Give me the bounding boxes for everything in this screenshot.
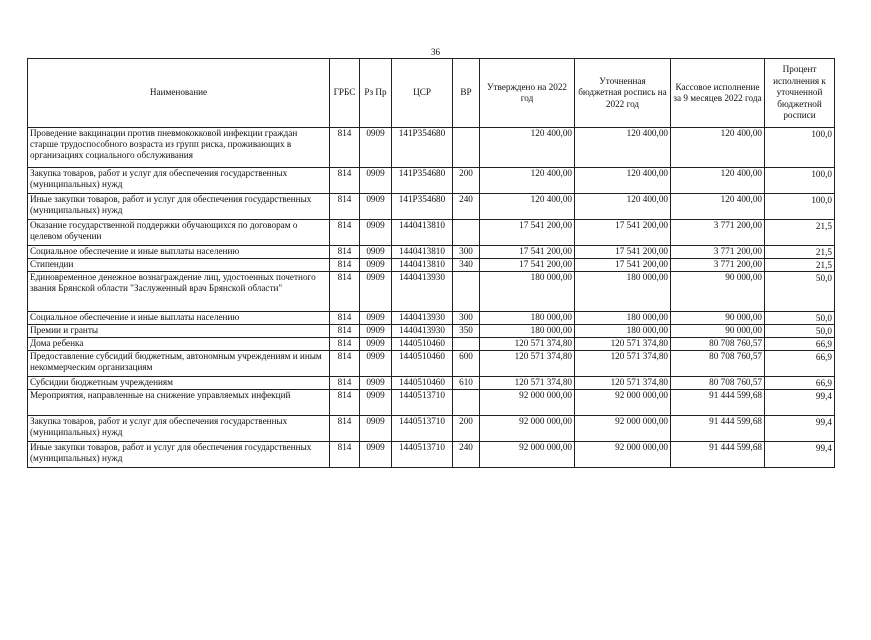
- cell-vr: 240: [453, 442, 480, 468]
- cell-approved: 120 400,00: [480, 168, 575, 194]
- cell-vr: 350: [453, 325, 480, 338]
- cell-vr: [453, 220, 480, 246]
- cell-percent: 99,4: [765, 442, 835, 468]
- cell-approved: 180 000,00: [480, 272, 575, 312]
- cell-approved: 120 571 374,80: [480, 377, 575, 390]
- header-vr: ВР: [453, 59, 480, 128]
- cell-rzpr: 0909: [360, 377, 392, 390]
- cell-name: Единовременное денежное вознаграждение лиц, удостоенных почетного звания Брянской области "Заслуженный врач Брянской области": [28, 272, 330, 312]
- cell-grbs: 814: [330, 325, 360, 338]
- cell-rzpr: 0909: [360, 338, 392, 351]
- cell-cash: 120 400,00: [671, 128, 765, 168]
- cell-csr: 1440413930: [392, 325, 453, 338]
- cell-rzpr: 0909: [360, 416, 392, 442]
- cell-grbs: 814: [330, 259, 360, 272]
- cell-cash: 80 708 760,57: [671, 377, 765, 390]
- cell-rzpr: 0909: [360, 128, 392, 168]
- cell-name: Оказание государственной поддержки обучающихся по договорам о целевом обучении: [28, 220, 330, 246]
- cell-name: Стипендии: [28, 259, 330, 272]
- cell-refined: 120 571 374,80: [575, 351, 671, 377]
- cell-csr: 1440413810: [392, 220, 453, 246]
- cell-percent: 50,0: [765, 325, 835, 338]
- table-row: [28, 194, 835, 220]
- cell-csr: 1440510460: [392, 351, 453, 377]
- table-body: [28, 128, 835, 468]
- cell-rzpr: 0909: [360, 442, 392, 468]
- cell-refined: 180 000,00: [575, 272, 671, 312]
- table-row: [28, 259, 835, 272]
- cell-refined: 17 541 200,00: [575, 220, 671, 246]
- cell-percent: 99,4: [765, 390, 835, 416]
- header-cash: Кассовое исполнение за 9 месяцев 2022 года: [671, 59, 765, 128]
- cell-approved: 180 000,00: [480, 325, 575, 338]
- cell-cash: 90 000,00: [671, 325, 765, 338]
- page-number: 36: [431, 47, 440, 57]
- cell-cash: 3 771 200,00: [671, 220, 765, 246]
- cell-csr: 141Р354680: [392, 194, 453, 220]
- cell-approved: 120 400,00: [480, 194, 575, 220]
- cell-name: Социальное обеспечение и иные выплаты населению: [28, 246, 330, 259]
- cell-percent: 100,0: [765, 194, 835, 220]
- cell-vr: 200: [453, 168, 480, 194]
- table-row: [28, 351, 835, 377]
- cell-percent: 50,0: [765, 272, 835, 312]
- cell-rzpr: 0909: [360, 351, 392, 377]
- cell-name: Иные закупки товаров, работ и услуг для обеспечения государственных (муниципальных) нужд: [28, 194, 330, 220]
- cell-grbs: 814: [330, 377, 360, 390]
- table-row: [28, 272, 835, 312]
- cell-grbs: 814: [330, 168, 360, 194]
- cell-csr: 1440513710: [392, 416, 453, 442]
- cell-approved: 120 571 374,80: [480, 338, 575, 351]
- cell-cash: 91 444 599,68: [671, 442, 765, 468]
- cell-approved: 92 000 000,00: [480, 390, 575, 416]
- cell-cash: 120 400,00: [671, 168, 765, 194]
- cell-vr: [453, 128, 480, 168]
- cell-approved: 92 000 000,00: [480, 442, 575, 468]
- cell-csr: 1440413930: [392, 272, 453, 312]
- header-row: [28, 59, 835, 128]
- cell-refined: 180 000,00: [575, 325, 671, 338]
- cell-name: Проведение вакцинации против пневмококковой инфекции граждан старше трудоспособного возраста из групп риска, проживающих в организациях социального обслуживания: [28, 128, 330, 168]
- cell-rzpr: 0909: [360, 325, 392, 338]
- table-row: [28, 220, 835, 246]
- cell-csr: 1440513710: [392, 442, 453, 468]
- cell-cash: 3 771 200,00: [671, 259, 765, 272]
- cell-name: Субсидии бюджетным учреждениям: [28, 377, 330, 390]
- cell-refined: 17 541 200,00: [575, 246, 671, 259]
- cell-grbs: 814: [330, 390, 360, 416]
- cell-approved: 17 541 200,00: [480, 220, 575, 246]
- cell-rzpr: 0909: [360, 246, 392, 259]
- header-name: Наименование: [28, 59, 330, 128]
- cell-grbs: 814: [330, 246, 360, 259]
- cell-vr: 240: [453, 194, 480, 220]
- cell-csr: 1440413810: [392, 259, 453, 272]
- cell-grbs: 814: [330, 220, 360, 246]
- cell-percent: 21,5: [765, 220, 835, 246]
- cell-refined: 120 571 374,80: [575, 338, 671, 351]
- cell-name: Мероприятия, направленные на снижение управляемых инфекций: [28, 390, 330, 416]
- cell-grbs: 814: [330, 272, 360, 312]
- header-grbs: ГРБС: [330, 59, 360, 128]
- cell-refined: 92 000 000,00: [575, 442, 671, 468]
- header-rzpr: Рз Пр: [360, 59, 392, 128]
- cell-name: Дома ребенка: [28, 338, 330, 351]
- header-csr: ЦСР: [392, 59, 453, 128]
- cell-csr: 141Р354680: [392, 168, 453, 194]
- cell-percent: 66,9: [765, 338, 835, 351]
- cell-percent: 21,5: [765, 246, 835, 259]
- cell-rzpr: 0909: [360, 390, 392, 416]
- cell-refined: 120 571 374,80: [575, 377, 671, 390]
- cell-cash: 3 771 200,00: [671, 246, 765, 259]
- cell-rzpr: 0909: [360, 194, 392, 220]
- cell-percent: 100,0: [765, 168, 835, 194]
- cell-percent: 50,0: [765, 312, 835, 325]
- cell-grbs: 814: [330, 442, 360, 468]
- cell-refined: 120 400,00: [575, 128, 671, 168]
- cell-vr: [453, 272, 480, 312]
- cell-rzpr: 0909: [360, 259, 392, 272]
- cell-csr: 141Р354680: [392, 128, 453, 168]
- cell-name: Премии и гранты: [28, 325, 330, 338]
- cell-name: Иные закупки товаров, работ и услуг для обеспечения государственных (муниципальных) нужд: [28, 442, 330, 468]
- cell-rzpr: 0909: [360, 168, 392, 194]
- cell-vr: 600: [453, 351, 480, 377]
- cell-rzpr: 0909: [360, 312, 392, 325]
- table-row: [28, 325, 835, 338]
- cell-percent: 100,0: [765, 128, 835, 168]
- cell-percent: 66,9: [765, 351, 835, 377]
- cell-cash: 120 400,00: [671, 194, 765, 220]
- table-row: [28, 377, 835, 390]
- cell-cash: 91 444 599,68: [671, 390, 765, 416]
- cell-grbs: 814: [330, 351, 360, 377]
- cell-percent: 99,4: [765, 416, 835, 442]
- cell-refined: 92 000 000,00: [575, 390, 671, 416]
- cell-rzpr: 0909: [360, 272, 392, 312]
- table-row: [28, 338, 835, 351]
- cell-grbs: 814: [330, 416, 360, 442]
- table-row: [28, 390, 835, 416]
- cell-cash: 90 000,00: [671, 272, 765, 312]
- table-row: [28, 168, 835, 194]
- cell-refined: 92 000 000,00: [575, 416, 671, 442]
- cell-approved: 180 000,00: [480, 312, 575, 325]
- cell-refined: 17 541 200,00: [575, 259, 671, 272]
- cell-percent: 21,5: [765, 259, 835, 272]
- cell-refined: 120 400,00: [575, 194, 671, 220]
- cell-approved: 17 541 200,00: [480, 246, 575, 259]
- cell-grbs: 814: [330, 194, 360, 220]
- cell-approved: 120 400,00: [480, 128, 575, 168]
- cell-refined: 180 000,00: [575, 312, 671, 325]
- cell-vr: [453, 390, 480, 416]
- cell-vr: [453, 338, 480, 351]
- cell-grbs: 814: [330, 338, 360, 351]
- cell-csr: 1440413810: [392, 246, 453, 259]
- table-row: [28, 128, 835, 168]
- cell-vr: 340: [453, 259, 480, 272]
- cell-name: Закупка товаров, работ и услуг для обеспечения государственных (муниципальных) нужд: [28, 168, 330, 194]
- cell-rzpr: 0909: [360, 220, 392, 246]
- cell-refined: 120 400,00: [575, 168, 671, 194]
- cell-approved: 17 541 200,00: [480, 259, 575, 272]
- table-row: [28, 246, 835, 259]
- cell-csr: 1440510460: [392, 338, 453, 351]
- cell-percent: 66,9: [765, 377, 835, 390]
- table-row: [28, 312, 835, 325]
- cell-name: Социальное обеспечение и иные выплаты населению: [28, 312, 330, 325]
- cell-cash: 91 444 599,68: [671, 416, 765, 442]
- cell-csr: 1440413930: [392, 312, 453, 325]
- cell-approved: 92 000 000,00: [480, 416, 575, 442]
- header-approved: Утверждено на 2022 год: [480, 59, 575, 128]
- cell-cash: 90 000,00: [671, 312, 765, 325]
- header-refined: Уточненная бюджетная роспись на 2022 год: [575, 59, 671, 128]
- cell-csr: 1440513710: [392, 390, 453, 416]
- cell-cash: 80 708 760,57: [671, 351, 765, 377]
- cell-vr: 610: [453, 377, 480, 390]
- table-row: [28, 442, 835, 468]
- cell-vr: 200: [453, 416, 480, 442]
- cell-grbs: 814: [330, 128, 360, 168]
- cell-vr: 300: [453, 312, 480, 325]
- cell-csr: 1440510460: [392, 377, 453, 390]
- header-percent: Процент исполнения к уточненной бюджетной росписи: [765, 59, 835, 128]
- budget-table: [27, 58, 835, 468]
- cell-vr: 300: [453, 246, 480, 259]
- cell-approved: 120 571 374,80: [480, 351, 575, 377]
- cell-cash: 80 708 760,57: [671, 338, 765, 351]
- cell-grbs: 814: [330, 312, 360, 325]
- table-row: [28, 416, 835, 442]
- cell-name: Предоставление субсидий бюджетным, автономным учреждениям и иным некоммерческим организациям: [28, 351, 330, 377]
- cell-name: Закупка товаров, работ и услуг для обеспечения государственных (муниципальных) нужд: [28, 416, 330, 442]
